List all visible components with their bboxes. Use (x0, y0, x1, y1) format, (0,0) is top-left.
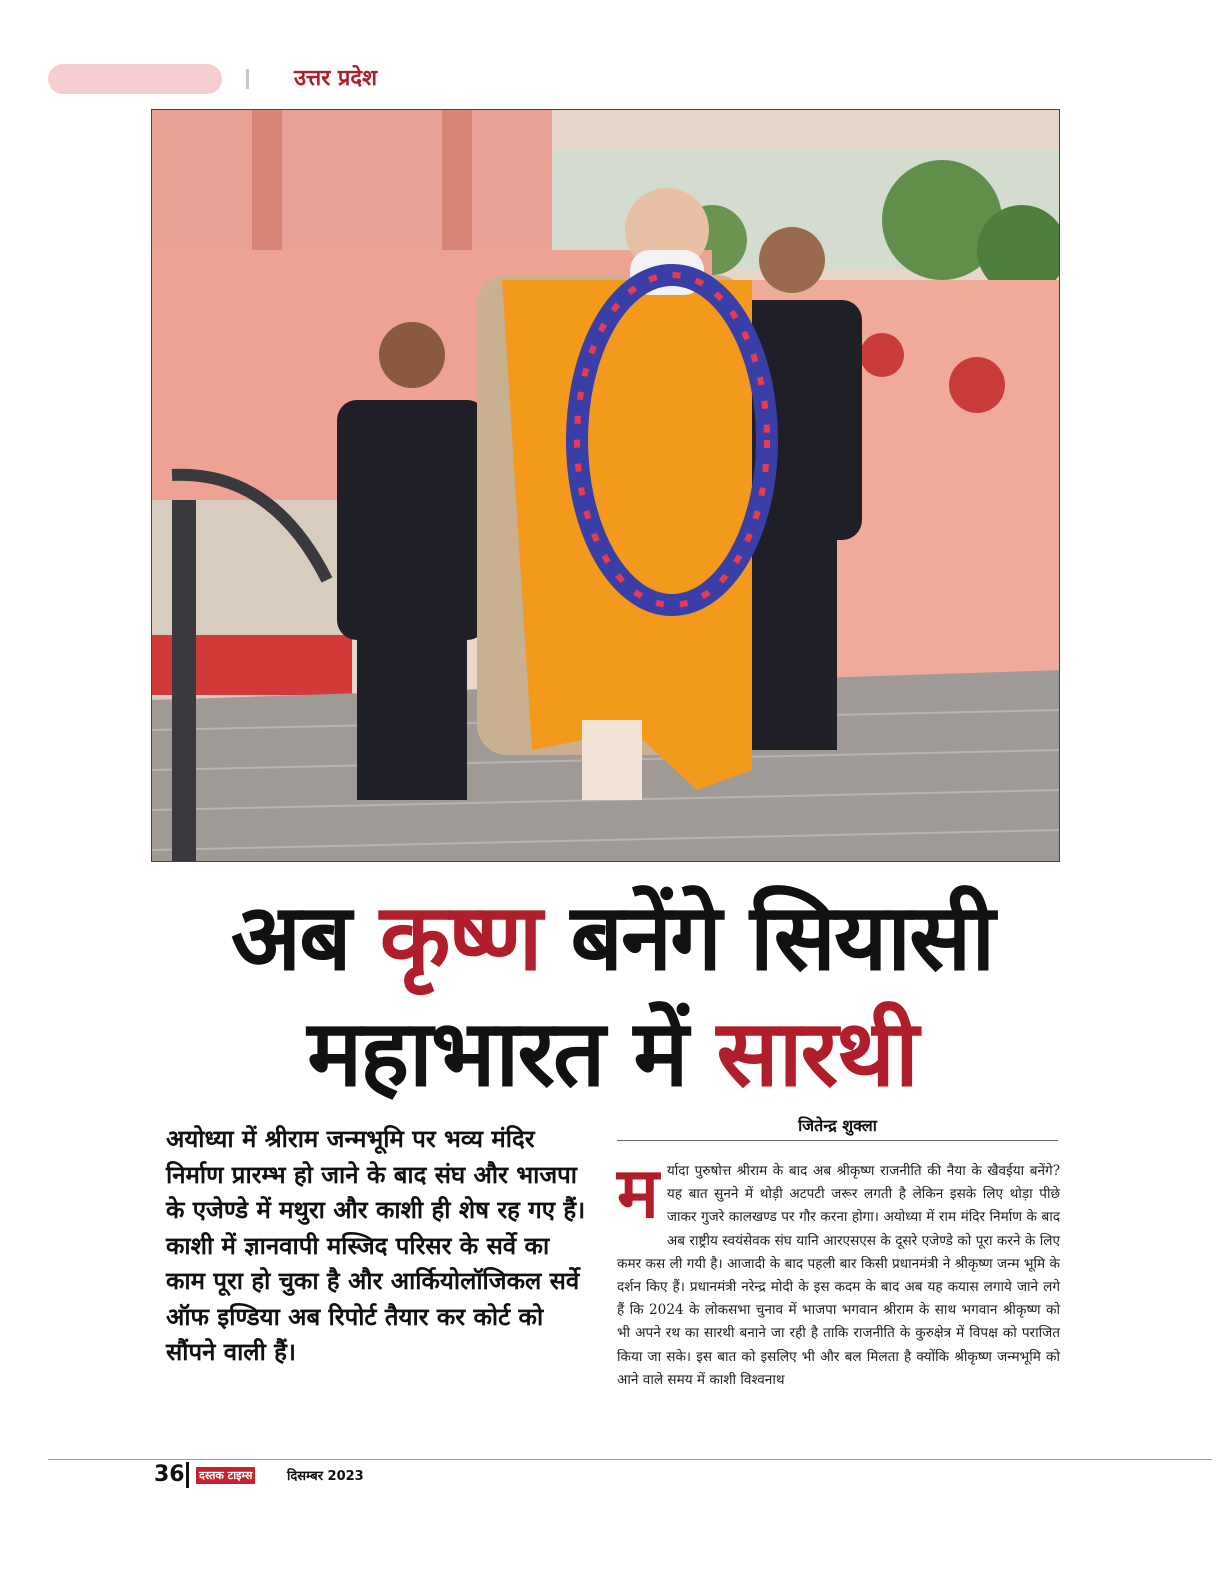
article-text: र्यादा पुरुषोत्त श्रीराम के बाद अब श्रीकृष्ण राजनीति की नैया के खैवईया बनेंगे? यह बात सुनने में थोड़ी अटपटी जरूर लगती है लेकिन इसके लिए थोड़ा पीछे जाकर गुजरे कालखण्ड पर गौर करना होगा। अयोध्या में राम मंदिर निर्माण के बाद अब राष्ट्रीय स्वयंसेवक संघ यानि आरएसएस के दूसरे एजेण्डे को पूरा करने के लिए कमर कस ली गयी है। आजादी के बाद पहली बार किसी प्रधानमंत्री ने श्रीकृष्ण जन्म भूमि के दर्शन किए हैं। प्रधानमंत्री नरेन्द्र मोदी के इस कदम के बाद अब यह कयास लगाये जाने लगे हैं कि 2024 के लोकसभा चुनाव में भाजपा भगवान श्रीराम के साथ भगवान श्रीकृष्ण को भी अपने रथ का सारथी बनाने जा रही है ताकि राजनीति के कुरुक्षेत्र में विपक्ष को पराजित किया जा सके। इस बात को इसलिए भी और बल मिलता है क्योंकि श्रीकृष्ण जन्मभूमि को आने वाले समय में काशी विश्वनाथ (617, 1163, 1060, 1388)
headline (150, 880, 1074, 1112)
magazine-logo: दस्तक टाइम्स (196, 1467, 255, 1484)
byline: जितेन्द्र शुक्ला (617, 1114, 1058, 1141)
header-separator (246, 69, 249, 89)
photo-temple-stairs-icon (152, 110, 1060, 862)
lead-photo (151, 109, 1060, 862)
headline-line-2 (150, 996, 1074, 1112)
headline-highlight: कृष्ण (379, 884, 541, 991)
intro-paragraph: अयोध्या में श्रीराम जन्मभूमि पर भव्य मंदिर निर्माण प्रारम्भ हो जाने के बाद संघ और भाजपा के एजेण्डे में मथुरा और काशी ही शेष रह गए हैं। काशी में ज्ञानवापी मस्जिद परिसर के सर्वे का काम पूरा हो चुका है और आर्कियोलॉजिकल सर्वे ऑफ इण्डिया अब रिपोर्ट तैयार कर कोर्ट को सौंपने वाली हैं। (166, 1125, 586, 1366)
headline-text: बनेंगे सियासी (540, 884, 994, 991)
headline-text: अब (230, 884, 380, 991)
headline-line-1 (150, 880, 1074, 996)
headline-highlight: सारथी (716, 1000, 917, 1107)
article-body (617, 1152, 1060, 1392)
headline-text: महाभारत में (307, 1000, 717, 1107)
header-pill-decoration (48, 64, 222, 94)
page-number: 36 (154, 1462, 185, 1487)
dropcap: म (617, 1152, 659, 1234)
issue-date: दिसम्बर 2023 (287, 1469, 364, 1484)
footer-rule (48, 1459, 1212, 1460)
section-title: उत्तर प्रदेश (294, 66, 378, 91)
footer-separator (186, 1462, 189, 1488)
